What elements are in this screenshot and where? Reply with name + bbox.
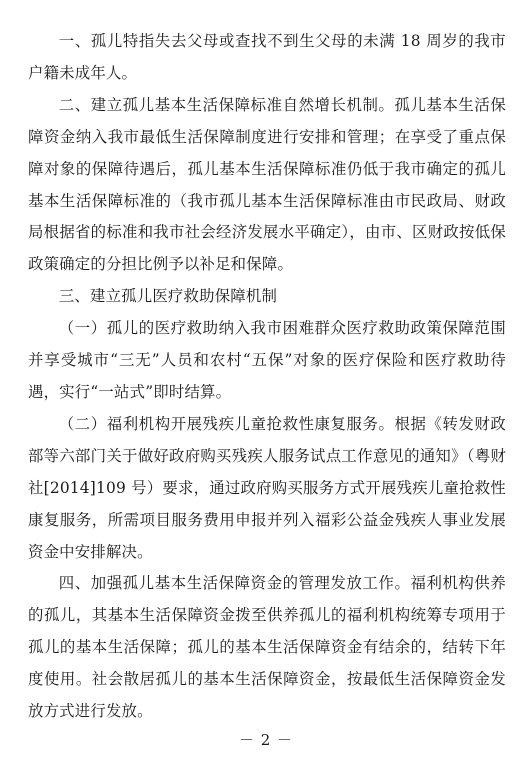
paragraph-living-allowance-mechanism: 二、建立孤儿基本生活保障标准自然增长机制。孤儿基本生活保障资金纳入我市最低生活保障制度进行安排和管理；在享受了重点保障对象的保障待遇后，孤儿基本生活保障标准仍低于我市确定的孤儿基本生活保障标准的（我市孤儿基本生活保障标准由市民政局、财政局根据省的标准和我市社会经济发展水平确定），由市、区财政按低保政策确定的分担比例予以补足和保障。 <box>28 95 506 274</box>
paragraph-medical-aid-item-1: （一）孤儿的医疗救助纳入我市困难群众医疗救助政策保障范围并享受城市“三无”人员和农村“五保”对象的医疗保险和医疗救助待遇，实行“一站式”即时结算。 <box>28 319 506 401</box>
paragraph-fund-management: 四、加强孤儿基本生活保障资金的管理发放工作。福利机构供养的孤儿，其基本生活保障资金拨至供养孤儿的福利机构统筹专项用于孤儿的基本生活保障；孤儿的基本生活保障资金有结余的，结转下年度使用。社会散居孤儿的基本生活保障资金，按最低生活保障资金发放方式进行发放。 <box>28 574 506 721</box>
document-body <box>28 26 506 728</box>
paragraph-medical-aid-item-2: （二）福利机构开展残疾儿童抢救性康复服务。根据《转发财政部等六部门关于做好政府购买残疾人服务试点工作意见的通知》（粤财社[2014]109 号）要求，通过政府购买服务方式开展残疾儿童抢救性康复服务，所需项目服务费用申报并列入福彩公益金残疾人事业发展资金中安排解决。 <box>28 414 506 561</box>
paragraph-orphan-definition: 一、孤儿特指失去父母或查找不到生父母的未满 18 周岁的我市户籍未成年人。 <box>28 32 506 82</box>
paragraph-medical-aid-heading: 三、建立孤儿医疗救助保障机制 <box>58 287 278 306</box>
page-number: － 2 － <box>238 731 294 749</box>
